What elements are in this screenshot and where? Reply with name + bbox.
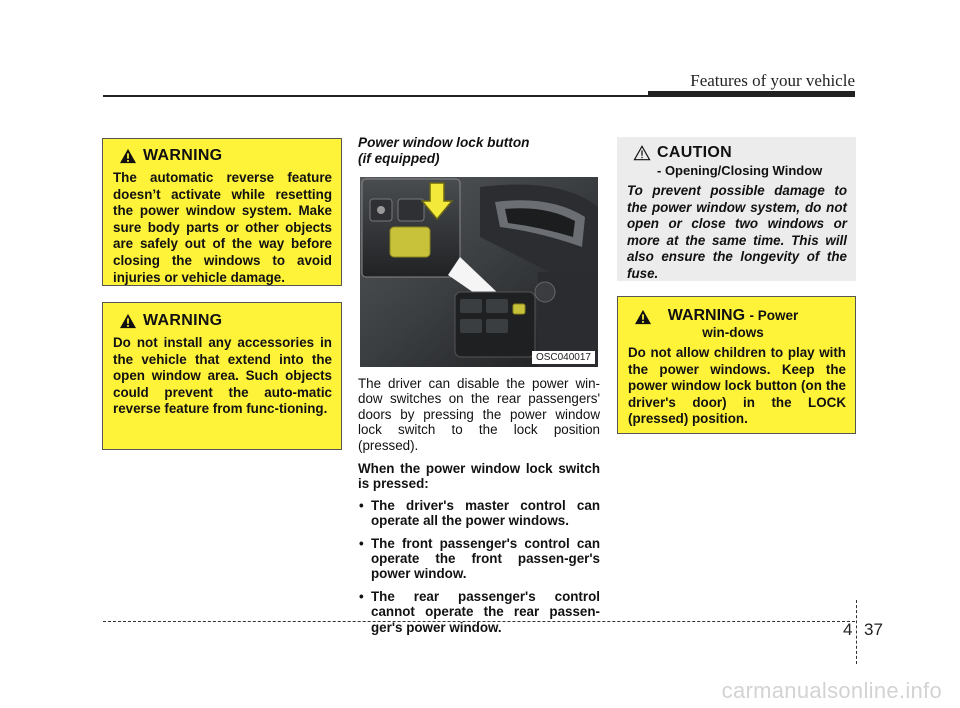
warning-box-accessories xyxy=(102,302,342,450)
warning-text: Do not install any accessories in the vehicle that extend into the open window area. Such objects could prevent the auto-matic reverse feature from func-tioning. xyxy=(113,335,332,417)
section-body xyxy=(358,376,600,642)
header-title: Features of your vehicle xyxy=(690,71,855,90)
footer-divider xyxy=(856,600,857,664)
footer-rule xyxy=(103,621,855,622)
warning-box-children xyxy=(617,296,856,434)
list-item-text: The rear passenger's control cannot operate the rear passen-ger's power window. xyxy=(371,588,600,635)
power-window-switch-photo xyxy=(360,177,598,367)
list-item xyxy=(358,498,600,529)
section-heading xyxy=(358,135,600,167)
header-rule-accent xyxy=(648,91,855,97)
bold-intro: When the power window lock switch is pressed: xyxy=(358,461,600,492)
bullet-icon: • xyxy=(359,588,364,604)
list-item xyxy=(358,536,600,582)
warning-heading xyxy=(119,147,332,165)
list-item xyxy=(358,589,600,635)
caution-box xyxy=(617,137,856,281)
warning-triangle-icon xyxy=(634,309,652,325)
caution-heading xyxy=(633,144,847,162)
section-title: Power window lock button xyxy=(358,135,530,150)
caution-triangle-icon xyxy=(633,145,651,161)
caution-subtitle: - Opening/Closing Window xyxy=(657,163,823,178)
warning-box-auto-reverse xyxy=(102,138,342,286)
image-caption: OSC040017 xyxy=(532,351,595,364)
caution-text: To prevent possible damage to the power window system, do not open or close two windows or more at the same time. This will also ensure the longevity of the fuse. xyxy=(627,183,847,281)
warning-text: Do not allow children to play with the power windows. Keep the power window lock button (on the driver's door) in the LOCK (pressed) position. xyxy=(628,345,846,427)
list-item-text: The front passenger's control can operate the front passen-ger's power window. xyxy=(371,535,600,582)
caution-title: CAUTION xyxy=(657,144,732,161)
warning-heading xyxy=(119,312,332,330)
bullet-icon: • xyxy=(359,497,364,513)
warning-title: WARNING xyxy=(143,147,223,164)
door-panel-illustration xyxy=(360,177,598,367)
bullet-list xyxy=(358,498,600,635)
watermark: carmanualsonline.info xyxy=(721,678,942,703)
section-title-qualifier: (if equipped) xyxy=(358,151,440,166)
list-item-text: The driver's master control can operate all the power windows. xyxy=(371,497,600,529)
body-paragraph: The driver can disable the power win-dow switches on the rear passengers' doors by pressing the power window lock switch to the lock position (pressed). xyxy=(358,376,600,453)
page-number: 37 xyxy=(864,620,883,639)
warning-title: WARNING xyxy=(143,312,223,329)
warning-heading xyxy=(634,307,846,341)
warning-triangle-icon xyxy=(119,148,137,164)
warning-title: WARNING xyxy=(667,307,746,324)
chapter-number: 4 xyxy=(843,620,853,639)
warning-subtitle: - Power win-dows xyxy=(702,308,799,340)
warning-triangle-icon xyxy=(119,313,137,329)
warning-text: The automatic reverse feature doesn’t activate while resetting the power window system. Make sure body parts or other objects are safely out of the way before closing the windows to avoid injuries or vehicle damage. xyxy=(113,170,332,285)
bullet-icon: • xyxy=(359,535,364,551)
